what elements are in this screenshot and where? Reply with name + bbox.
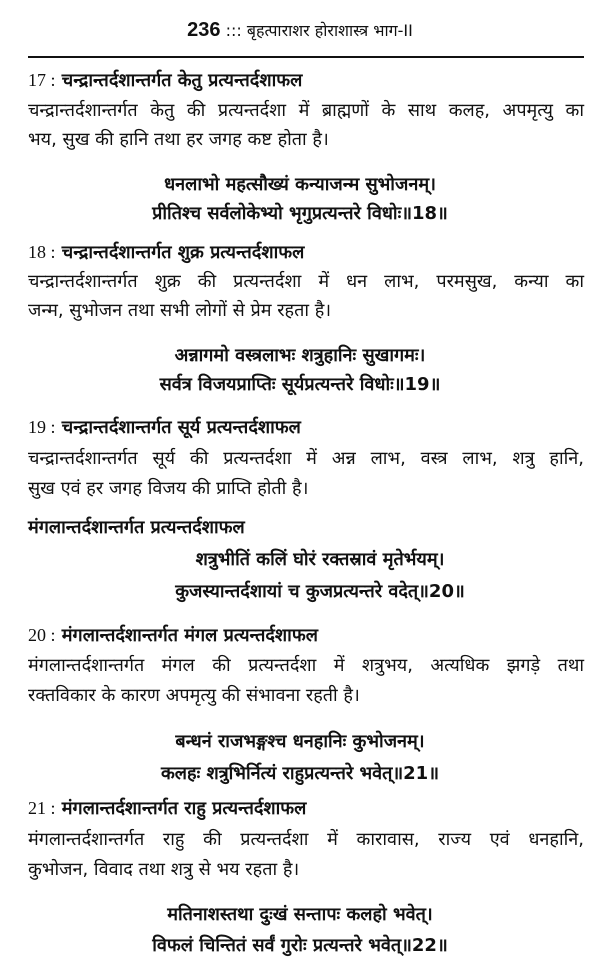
chapter-subheading: मंगलान्तर्दशान्तर्गत प्रत्यन्तर्दशाफल xyxy=(28,517,245,538)
paragraph-line: चन्द्रान्तर्दशान्तर्गत केतु की प्रत्यन्तर्दशा में ब्राह्मणों के साथ कलह, अपमृत्यु का xyxy=(28,100,584,121)
section-number: 20 : xyxy=(28,625,56,645)
paragraph-line: मंगलान्तर्दशान्तर्गत मंगल की प्रत्यन्तर्दशा में शत्रुभय, अत्यधिक झगड़े तथा xyxy=(28,655,584,676)
paragraph-line: कुभोजन, विवाद तथा शत्रु से भय रहता है। xyxy=(28,859,300,880)
heading-text: चन्द्रान्तर्दशान्तर्गत शुक्र प्रत्यन्तर्दशाफल xyxy=(61,242,305,263)
section-heading xyxy=(28,240,584,265)
page-number: 236 xyxy=(187,19,221,41)
section-number: 19 : xyxy=(28,417,56,437)
paragraph-line: सुख एवं हर जगह विजय की प्राप्ति होती है। xyxy=(28,478,309,499)
running-header xyxy=(0,18,600,43)
verse-line: मतिनाशस्तथा दुःखं सन्तापः कलहो भवेत्। xyxy=(167,904,433,925)
verse-line: कलहः शत्रुभिर्नित्यं राहुप्रत्यन्तरे भवेत्॥21॥ xyxy=(160,763,439,784)
heading-text: मंगलान्तर्दशान्तर्गत मंगल प्रत्यन्तर्दशाफल xyxy=(61,625,318,646)
section-number: 17 : xyxy=(28,70,56,90)
paragraph-line: चन्द्रान्तर्दशान्तर्गत शुक्र की प्रत्यन्तर्दशा में धन लाभ, परमसुख, कन्या का xyxy=(28,271,584,292)
header-rule xyxy=(28,56,584,58)
verse-line: बन्धनं राजभङ्गश्च धनहानिः कुभोजनम्। xyxy=(175,731,425,752)
paragraph-line: चन्द्रान्तर्दशान्तर्गत सूर्य की प्रत्यन्तर्दशा में अन्न लाभ, वस्त्र लाभ, शत्रु हानि, xyxy=(28,448,584,469)
book-title: बृहत्पाराशर होराशास्त्र भाग-II xyxy=(246,21,413,40)
verse-line: धनलाभो महत्सौख्यं कन्याजन्म सुभोजनम्। xyxy=(164,174,436,195)
heading-text: मंगलान्तर्दशान्तर्गत राहु प्रत्यन्तर्दशाफल xyxy=(61,798,307,819)
paragraph-line: मंगलान्तर्दशान्तर्गत राहु की प्रत्यन्तर्दशा में कारावास, राज्य एवं धनहानि, xyxy=(28,829,584,850)
heading-text: चन्द्रान्तर्दशान्तर्गत केतु प्रत्यन्तर्दशाफल xyxy=(61,70,303,91)
verse-line: सर्वत्र विजयप्राप्तिः सूर्यप्रत्यन्तरे विधोः॥19॥ xyxy=(159,374,441,395)
paragraph-line: रक्तविकार के कारण अपमृत्यु की संभावना रहती है। xyxy=(28,685,360,706)
section-number: 18 : xyxy=(28,242,56,262)
verse-line: कुजस्यान्तर्दशायां च कुजप्रत्यन्तरे वदेत्॥20॥ xyxy=(175,581,465,602)
section-heading xyxy=(28,623,584,648)
section-number: 21 : xyxy=(28,798,56,818)
verse-line: प्रीतिश्च सर्वलोकेभ्यो भृगुप्रत्यन्तरे विधोः॥18॥ xyxy=(152,203,448,224)
section-heading xyxy=(28,415,584,440)
header-separator: ::: xyxy=(225,21,242,40)
verse-line: विफलं चिन्तितं सर्वं गुरोः प्रत्यन्तरे भवेत्॥22॥ xyxy=(152,935,448,956)
section-heading xyxy=(28,796,584,821)
verse-line: अन्नागमो वस्त्रलाभः शत्रुहानिः सुखागमः। xyxy=(174,345,426,366)
paragraph-line: भय, सुख की हानि तथा हर जगह कष्ट होता है। xyxy=(28,129,329,150)
verse-line: शत्रुभीतिं कलिं घोरं रक्तस्रावं मृतेर्भयम्। xyxy=(195,549,445,570)
paragraph-line: जन्म, सुभोजन तथा सभी लोगों से प्रेम रहता है। xyxy=(28,300,332,321)
heading-text: चन्द्रान्तर्दशान्तर्गत सूर्य प्रत्यन्तर्दशाफल xyxy=(61,417,301,438)
section-heading xyxy=(28,68,584,93)
